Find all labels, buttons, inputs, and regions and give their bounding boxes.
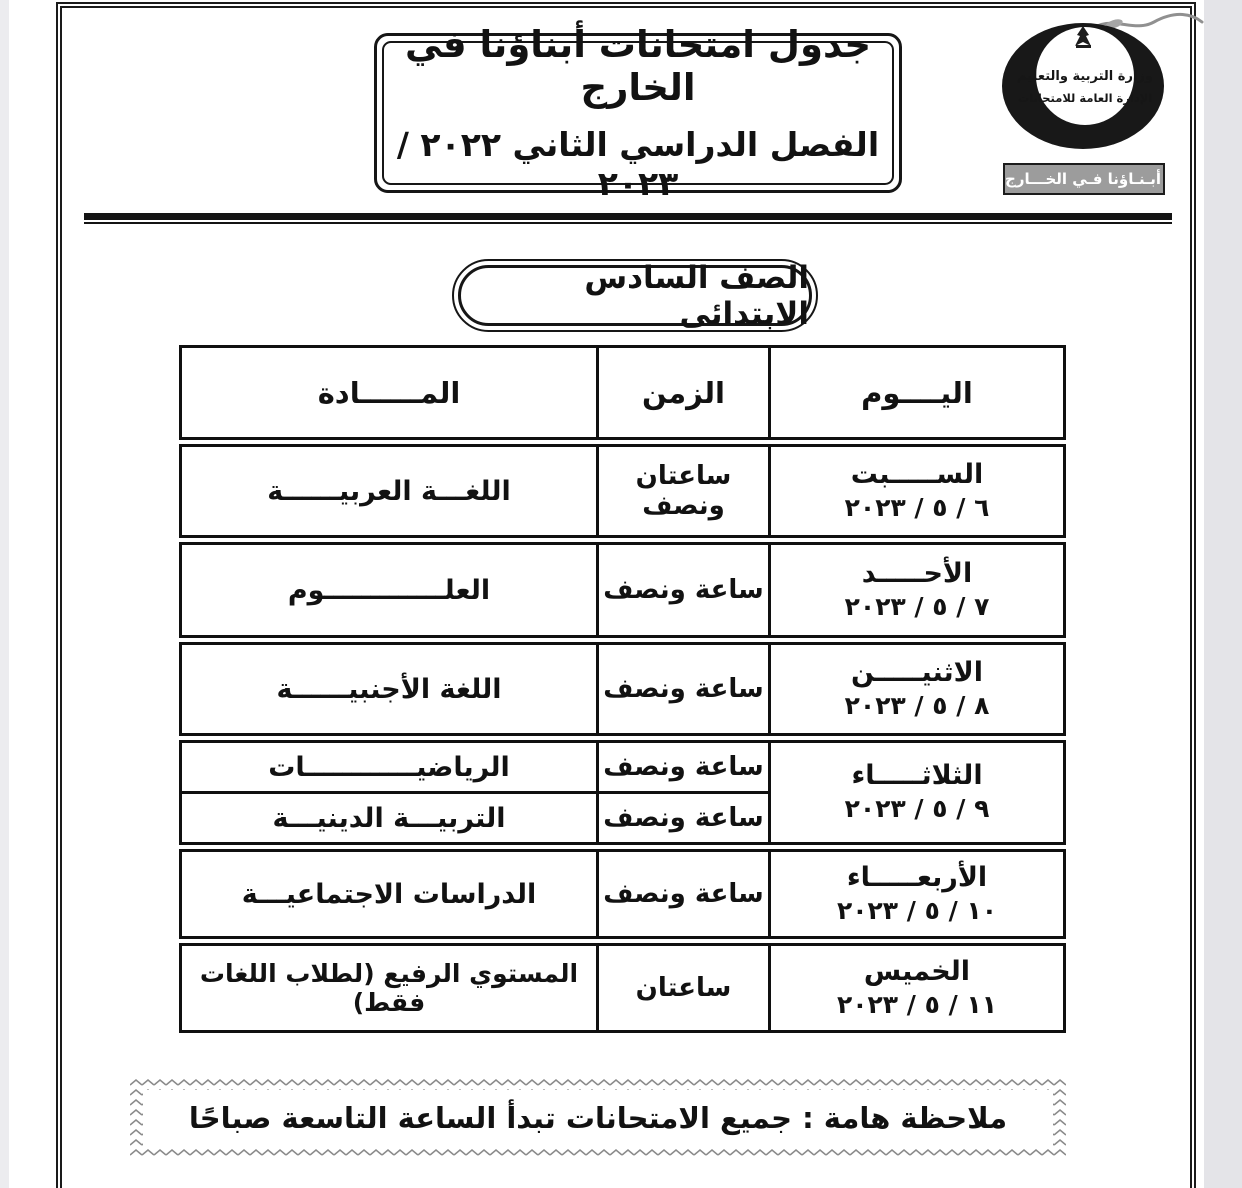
subject-cell: المستوي الرفيع (لطلاب اللغات فقط) bbox=[179, 943, 599, 1033]
grade-title: الصف السادس الابتدائى bbox=[458, 265, 812, 326]
day-cell: الخميس ١١ / ٥ / ٢٠٢٣ bbox=[768, 943, 1066, 1033]
subject-cell: التربيـــة الدينيـــة bbox=[179, 791, 599, 845]
header-subject: المــــــادة bbox=[179, 345, 599, 440]
logo-ministry-name: وزارة التربية والتعليم bbox=[1017, 69, 1153, 84]
table-header-row bbox=[176, 345, 1066, 440]
ministry-crescent-emblem-icon bbox=[996, 18, 1172, 156]
table-row bbox=[176, 849, 1066, 939]
time-cell: ساعة ونصف bbox=[596, 642, 771, 736]
day-cell: الأحـــــد ٧ / ٥ / ٢٠٢٣ bbox=[768, 542, 1066, 638]
important-note-text: ملاحظة هامة : جميع الامتحانات تبدأ الساعة التاسعة صباحًا bbox=[143, 1090, 1053, 1146]
day-cell: الســـــبت ٦ / ٥ / ٢٠٢٣ bbox=[768, 444, 1066, 538]
ministry-logo bbox=[996, 18, 1172, 195]
scan-right-margin bbox=[1204, 0, 1242, 1188]
time-cell: ساعة ونصف bbox=[596, 740, 771, 794]
subject-cell: الرياضيــــــــــــات bbox=[179, 740, 599, 794]
table-row bbox=[176, 542, 1066, 638]
table-row-merged bbox=[176, 740, 1066, 845]
grade-title-pill bbox=[452, 259, 818, 332]
logo-administration-name: الإدارة العامة للامتحانات bbox=[1017, 91, 1153, 105]
time-cell: ساعة ونصف bbox=[596, 849, 771, 939]
day-cell: الاثنيـــــن ٨ / ٥ / ٢٠٢٣ bbox=[768, 642, 1066, 736]
merged-subrows bbox=[179, 740, 771, 845]
subject-cell: العلـــــــــــــوم bbox=[179, 542, 599, 638]
table-subrow bbox=[179, 740, 771, 794]
day-cell: الثلاثـــــاء ٩ / ٥ / ٢٠٢٣ bbox=[768, 740, 1066, 845]
header-divider-rule bbox=[84, 213, 1172, 224]
important-note-box bbox=[130, 1077, 1066, 1159]
header-time: الزمن bbox=[596, 345, 771, 440]
subject-cell: اللغة الأجنبيــــــة bbox=[179, 642, 599, 736]
subject-cell: الدراسات الاجتماعيـــة bbox=[179, 849, 599, 939]
scan-left-margin bbox=[0, 0, 9, 1188]
page-subtitle-semester: الفصل الدراسي الثاني ٢٠٢٢ / ٢٠٢٣ bbox=[396, 125, 880, 203]
time-cell: ساعة ونصف bbox=[596, 542, 771, 638]
time-cell: ساعة ونصف bbox=[596, 791, 771, 845]
subject-cell: اللغـــة العربيــــــة bbox=[179, 444, 599, 538]
time-cell: ساعتان bbox=[596, 943, 771, 1033]
abroad-program-banner: أبـنـاؤنا فـي الخـــارج bbox=[1003, 163, 1165, 195]
day-cell: الأربعـــــاء ١٠ / ٥ / ٢٠٢٣ bbox=[768, 849, 1066, 939]
document-title-box bbox=[374, 23, 902, 203]
table-row bbox=[176, 943, 1066, 1033]
header-day: اليــــوم bbox=[768, 345, 1066, 440]
exam-schedule-table bbox=[176, 345, 1066, 1037]
table-row bbox=[176, 642, 1066, 736]
table-row bbox=[176, 444, 1066, 538]
page-title: جدول امتحانات أبناؤنا في الخارج bbox=[404, 23, 872, 109]
time-cell: ساعتان ونصف bbox=[596, 444, 771, 538]
table-subrow bbox=[179, 791, 771, 845]
